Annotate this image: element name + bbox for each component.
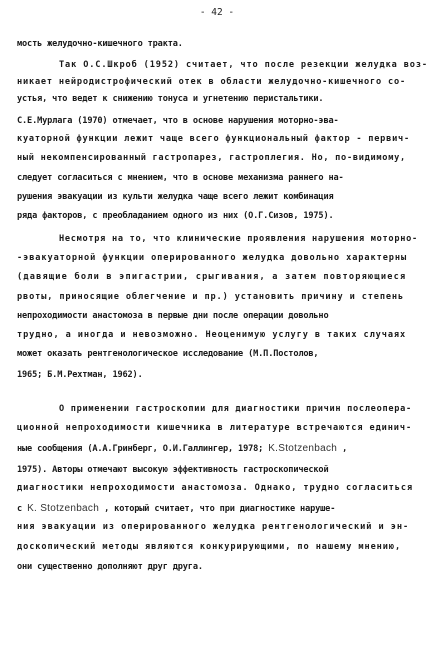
text-line [59,405,412,414]
text-line [17,312,328,321]
text-line [17,523,409,532]
line-text-continued: , [337,444,348,454]
text-line [17,78,406,87]
text-line [17,117,339,126]
line-text: доскопический методы являются конкурирующими, по нашему мнению, [17,542,402,552]
text-line [17,466,328,475]
text-line [17,193,334,202]
line-text: ния эвакуации из оперированного желудка рентгенологический и эн- [17,522,410,532]
text-line [17,135,410,144]
line-text: 1965; Б.М.Рехтман, 1962). [17,370,143,380]
line-text: следует согласиться с мнением, что в основе механизма раннего на- [17,173,344,183]
text-line [17,254,407,263]
line-text: мость желудочно-кишечного тракта. [17,39,183,49]
line-text: Так О.С.Шкроб (1952) считает, что после резекции желудка воз- [59,60,428,70]
text-line [17,273,406,282]
inserted-author-name: K.Stotzenbach [268,443,338,454]
line-text: О применении гастроскопии для диагностики причин послеопера- [59,404,412,414]
text-line [59,61,428,70]
text-line [17,40,183,49]
line-text: (давящие боли в эпигастрии, срыгивания, а затем повторяющиеся [17,272,407,282]
inserted-author-name: K. Stotzenbach [27,503,100,514]
line-text: ные сообщения (А.А.Гринберг, О.И.Галлингер, 1978; [17,444,269,454]
text-line [17,543,401,552]
line-text: непроходимости анастомоза в первые дни после операции довольно [17,311,329,321]
page-number: - 42 - [199,7,235,18]
line-text: -эвакуаторной функции оперированного желудка довольно характерны [17,253,408,263]
line-text: трудно, а иногда и невозможно. Неоценимую услугу в таких случаях [17,330,407,340]
line-text: 1975). Авторы отмечают высокую эффективность гастроскопической [17,465,329,475]
line-text: ционной непроходимости кишечника в литературе встречаются единич- [17,423,413,433]
text-line [17,563,203,572]
line-text: диагностики непроходимости анастомоза. Однако, трудно согласиться [17,483,414,493]
line-text: может оказать рентгенологическое исследование (М.П.Постолов, [17,349,319,359]
line-text: рвоты, приносящие облегчение и пр.) установить причину и степень [17,292,405,302]
text-line [17,444,347,454]
text-line [17,350,318,359]
text-line [17,484,413,493]
text-line [17,424,412,433]
text-line [17,504,335,514]
line-text: куаторной функции лежит чаще всего функциональный фактор - первич- [17,134,410,144]
text-line [17,174,344,183]
text-line [17,371,143,380]
text-line [17,154,406,163]
line-text: С.Е.Мурлага (1970) отмечает, что в основе нарушения моторно-эва- [17,116,339,126]
line-text: Несмотря на то, что клинические проявления нарушения моторно- [59,234,418,244]
line-text: ряда факторов, с преобладанием одного из них (О.Г.Сизов, 1975). [17,211,334,221]
line-text: они существенно дополняют друг друга. [17,562,203,572]
text-line [17,293,404,302]
line-text: рушения эвакуации из культи желудка чаще всего лежит комбинация [17,192,334,202]
line-text: никает нейродистрофический отек в области желудочно-кишечного со- [17,77,406,87]
line-text: с [17,504,28,514]
line-text: устья, что ведет к снижению тонуса и угнетению перистальтики. [17,94,324,104]
text-line [17,95,323,104]
text-line [17,212,334,221]
text-line [17,331,406,340]
line-text: ный некомпенсированный гастропарез, гастроплегия. Но, по-видимому, [17,153,406,163]
text-line [59,235,418,244]
line-text-continued: , который считает, что при диагностике наруше- [99,504,336,514]
